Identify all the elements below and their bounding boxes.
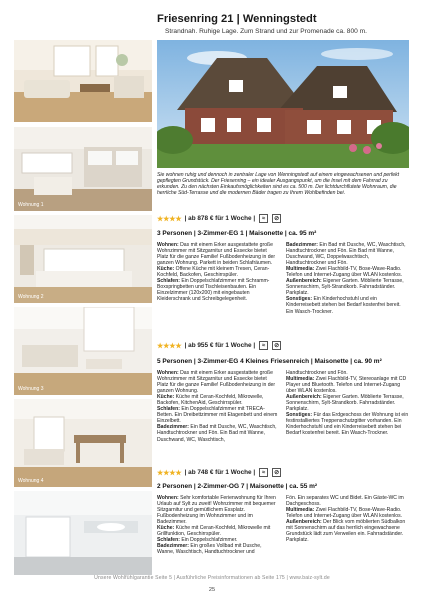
photo-living-room-3: [14, 307, 152, 395]
apartment-1-title: 3 Personen | 3-Zimmer-EG 1 | Maisonette | ca. 95 m²: [157, 230, 317, 237]
no-smoking-icon: ⊘: [274, 343, 280, 349]
apartment-2-title: 5 Personen | 3-Zimmer-EG 4 Kleines Friesenreich | Maisonette | ca. 90 m²: [157, 358, 382, 365]
photo-caption: Wohnung 4: [18, 478, 44, 484]
price-label: | ab 955 € für 1 Woche |: [184, 342, 256, 349]
photo-kitchen: [14, 127, 152, 211]
intro-text: Sie wohnen ruhig und dennoch in zentraler Lage von Wenningstedt auf einem eingewachsenen und perfekt gepflegten Grundstück. Der Friesenring – ein idealer Ausgangspunkt, um die Insel mit dem Fahrrad zu erkunden. Zu den nächsten Einkaufsmöglichkeiten sind es ca. 500 m. Der lichtdurchflutete Wohnraum, die herrliche Süd-Terrasse und die modernen Bäder tragen zu Ihrem Wohlbefinden bei.: [157, 172, 400, 197]
page-subtitle: Strandnah. Ruhige Lage. Zum Strand und zur Promenade ca. 800 m.: [165, 28, 367, 35]
price-label: | ab 748 € für 1 Woche |: [184, 469, 256, 476]
photo-bathroom: [14, 491, 152, 575]
apartment-2-right-col: Handtuchtrockner und Fön. Multimedia: Zwei Flachbild-TV, Stereoanlage mit CD Player und Bluetooth. Telefon und Internet-Zugang über WLAN kostenlos. Außenbereich: Eigener Garten. Möblierte Terrasse, Sonnenschirm, Sylt-Strandkorb. Fahrradständer. Parkplatz. Sonstiges: Für das Erdgeschoss der Wohnung ist ein festinstalliertes Treppenschutzgitter vorhanden. Ein Kinderhochstuhl und ein Kinderreisebett stehen bei Bedarf kostenfrei bereit. Ein Wasch-Trockner.: [286, 370, 409, 437]
apartment-3-title: 2 Personen | 2-Zimmer-OG 7 | Maisonette | ca. 55 m²: [157, 483, 318, 490]
wifi-icon: ≈: [259, 468, 268, 477]
apartment-3-pricebar: [157, 467, 409, 478]
no-smoking-icon: ⊘: [274, 470, 280, 476]
photo-house-exterior: [157, 40, 409, 168]
photo-caption: Wohnung 1: [18, 202, 44, 208]
star-rating: ★★★★: [157, 214, 182, 223]
photo-dining: [14, 399, 152, 487]
no-smoking-icon: ⊘: [274, 216, 280, 222]
price-label: | ab 878 € für 1 Woche |: [184, 215, 256, 222]
apartment-3-left-col: Wohnen: Sehr komfortable Ferienwohnung für Ihren Urlaub auf Sylt zu zweit! Wohnzimmer mit bequemer Sitzgarnitur und gemütlichem Essplatz. Fußbodenheizung im Wohnzimmer und im Badezimmer. Küche: Küche mit Ceran-Kochfeld, Mikrowelle mit Grillfunktion, Geschirrspüler. Schlafen: Ein Doppelschlafzimmer. Badezimmer: Ein großes Vollbad mit Dusche, Wanne, Waschtisch, Handtuchtrockner und: [157, 495, 276, 556]
apartment-1-pricebar: [157, 213, 409, 224]
apartment-1-left-col: Wohnen: Das mit einem Erker ausgestattete große Wohnzimmer mit Sitzgarnitur und Essecke bietet Platz für die ganze Familie! Fußbodenheizung in der ganzen Wohnung. Parkett in beiden Schlafräumen. Küche: Offene Küche mit kleinem Tresen, Ceran-Kochfeld, Backofen, Geschirrspüler. Schlafen: Ein Doppelschlafzimmer mit Schramm-Boxspringbetten und Tischleisenbauten. Ein Einzelzimmer (120x200) mit eingebauten Kleiderschrank und Schreibgelegenheit.: [157, 242, 276, 303]
apartment-2-pricebar: [157, 340, 409, 351]
wifi-icon: ≈: [259, 341, 268, 350]
photo-caption: Wohnung 2: [18, 294, 44, 300]
wifi-icon: ≈: [259, 214, 268, 223]
photo-living-room: [14, 40, 152, 122]
photo-caption: Wohnung 3: [18, 386, 44, 392]
apartment-2-left-col: Wohnen: Das mit einem Erker ausgestattete große Wohnzimmer mit Sitzgarnitur und Essecke bietet Platz für die ganze Familie! Fußbodenheizung in der ganzen Wohnung. Küche: Küche mit Ceran-Kochfeld, Mikrowelle, Backofen, KitchenAid, Geschirrspüler. Schlafen: Ein Doppelschlafzimmer mit TRECA-Betten. Ein Dreibettzimmer mit Etagenbett und einem Einzelbett. Badezimmer: Ein Bad mit Dusche, WC, Waschtisch, Handtuchtrockner und Fön. Ein Bad mit Wanne, Duschwand, WC, Waschtisch,: [157, 370, 278, 443]
apartment-3-right-col: Fön. Ein separates WC und Bidet. Ein Gäste-WC im Dachgeschoss. Multimedia: Zwei Flachbild-TV, Bose-Wave-Radio. Telefon und Internet-Zugang über WLAN kostenlos. Außenbereich: Der Blick vom möblierten Südbalkon mit Sonnenschirm auf das herrlich eingewachsene Grundstück lädt zum Verweilen ein. Fahrradständer. Parkplatz.: [286, 495, 406, 544]
photo-bedroom: [14, 215, 152, 303]
star-rating: ★★★★: [157, 341, 182, 350]
page-title: Friesenring 21 | Wenningstedt: [157, 13, 317, 25]
star-rating: ★★★★: [157, 468, 182, 477]
page-footer: Unsere Wohlfühlgarantie Seite 5 | Ausführliche Preisinformationen ab Seite 175 | www.baiz-sylt.de: [94, 575, 330, 581]
apartment-1-right-col: Badezimmer: Ein Bad mit Dusche, WC, Waschtisch, Handtuchtrockner und Fön. Ein Bad mit Wanne, Duschwand, WC, Doppelwaschtisch, Handtuchtrockner und Fön. Multimedia: Zwei Flachbild-TV, Bose-Wave-Radio. Telefon und Internet-Zugang über WLAN kostenlos. Außenbereich: Eigener Garten. Möblierte Terrasse, Sonnenschirm, Sylt-Strandkorb. Fahrradständer. Parkplatz. Sonstiges: Ein Kinderhochstuhl und ein Kinderreisebett stehen bei Bedarf kostenfrei bereit. Ein Wasch-Trockner.: [286, 242, 406, 315]
page-number: 25: [208, 587, 216, 593]
